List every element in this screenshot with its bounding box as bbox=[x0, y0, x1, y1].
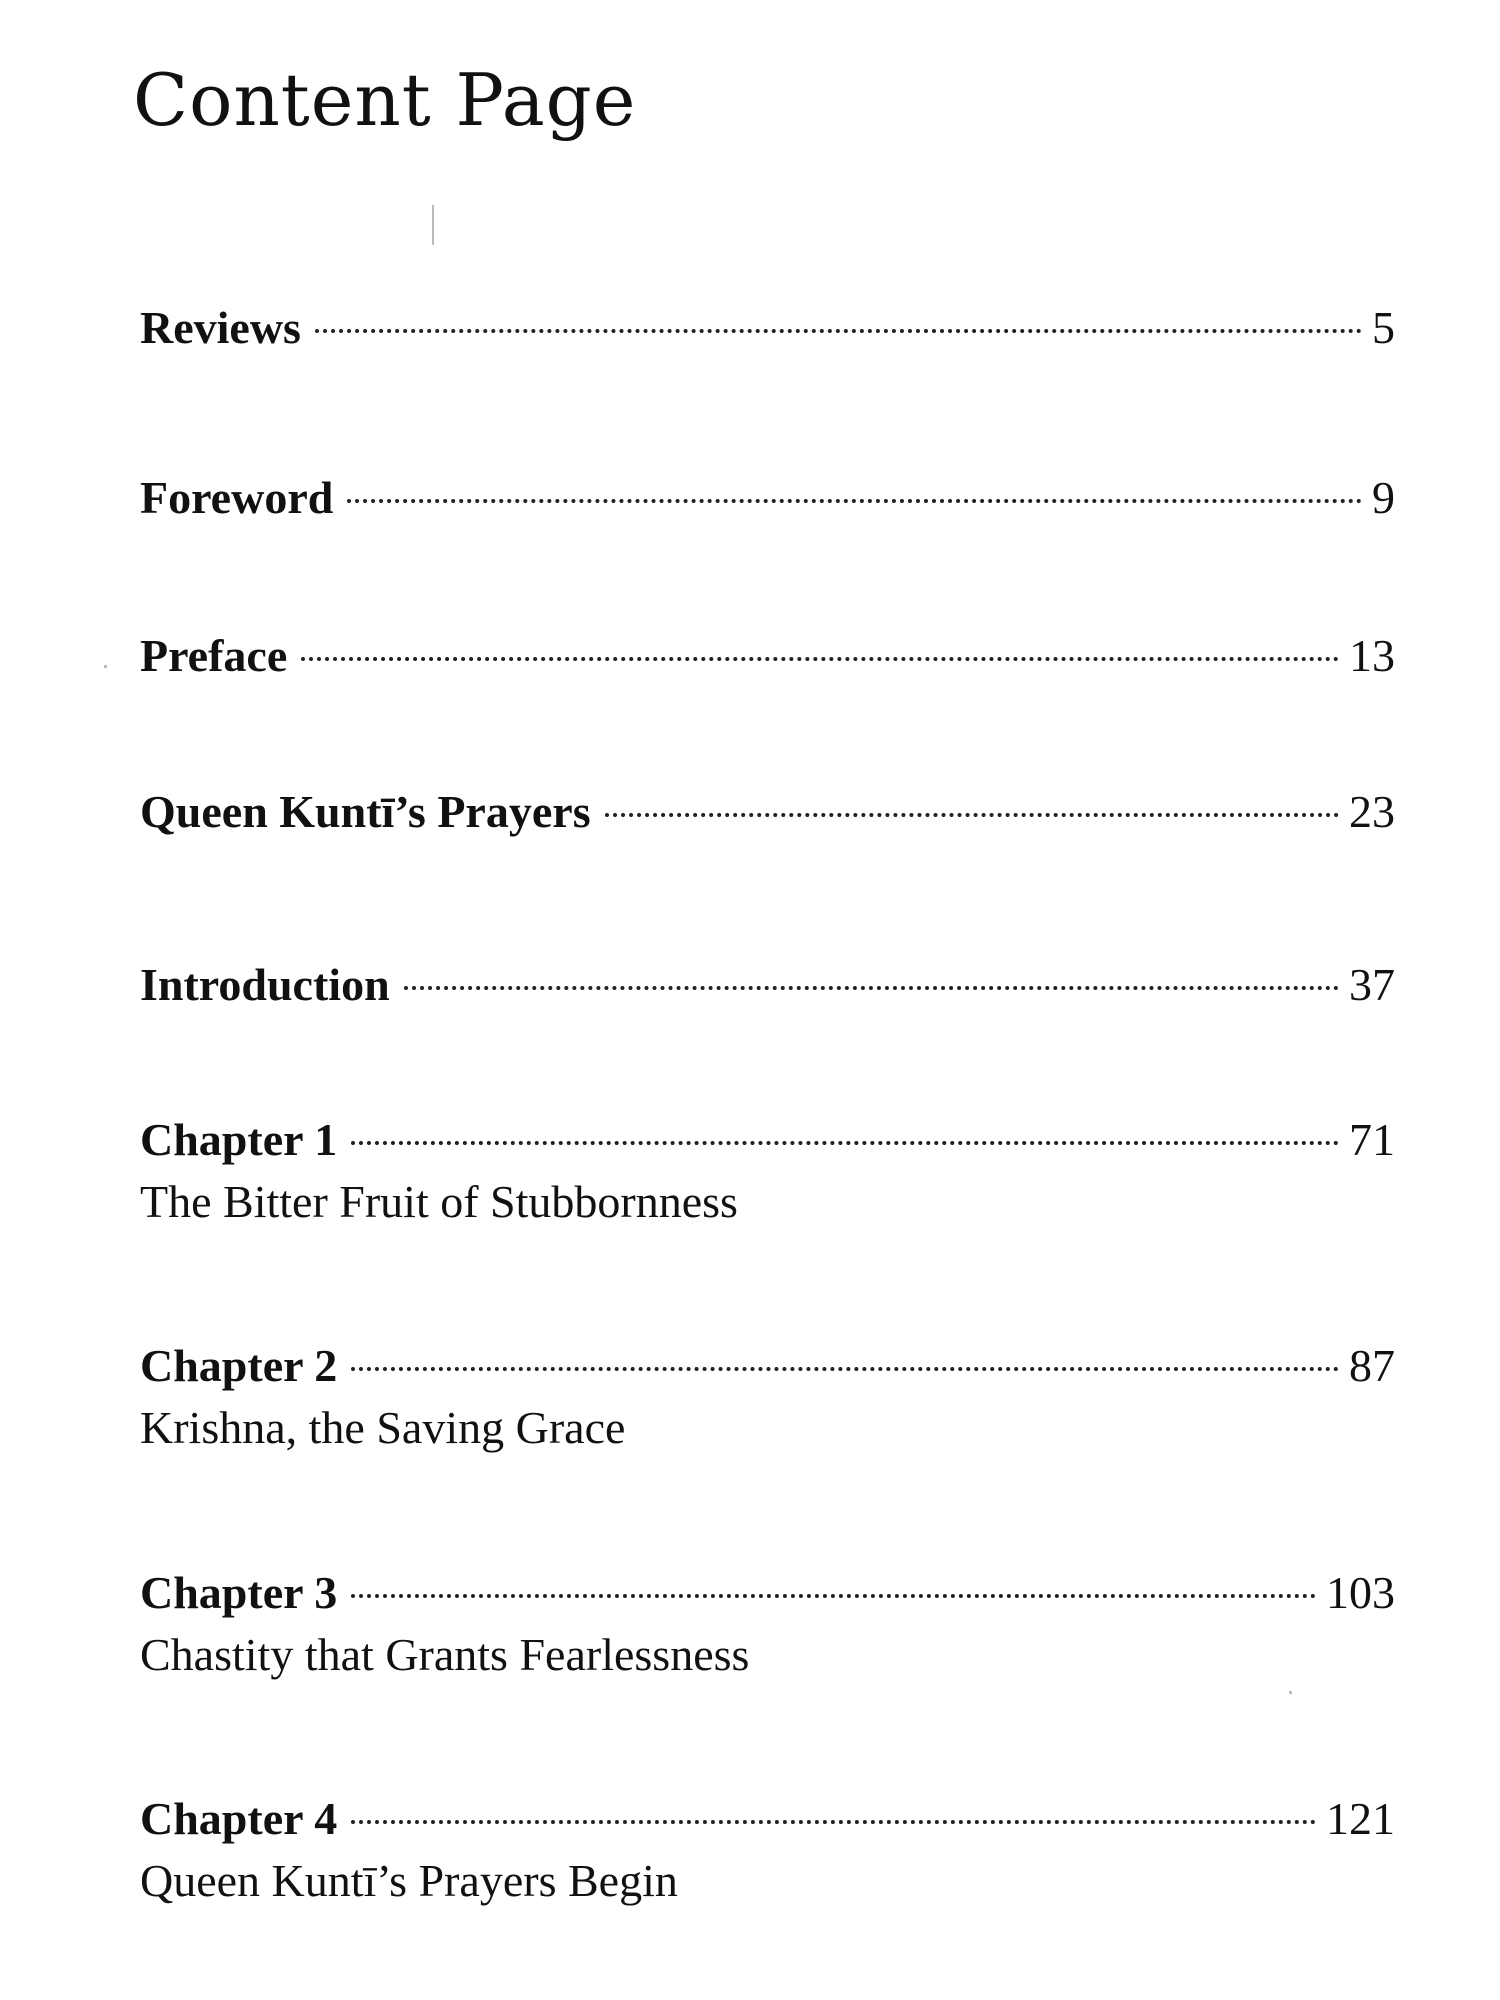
toc-heading: Queen Kuntī’s Prayers bbox=[140, 786, 591, 837]
toc-page-number: 121 bbox=[1326, 1793, 1395, 1844]
toc-line bbox=[140, 1338, 1395, 1394]
dot-leader bbox=[605, 813, 1339, 817]
dot-leader bbox=[404, 986, 1339, 990]
toc-entry-introduction[interactable] bbox=[140, 957, 1395, 1013]
toc-heading: Foreword bbox=[140, 472, 334, 523]
dot-leader bbox=[347, 499, 1362, 503]
toc-page-number: 71 bbox=[1349, 1114, 1395, 1165]
toc-line bbox=[140, 628, 1395, 684]
toc-page-number: 13 bbox=[1349, 630, 1395, 681]
toc-heading: Preface bbox=[140, 630, 288, 681]
toc-heading: Introduction bbox=[140, 959, 390, 1010]
toc-entry-reviews[interactable] bbox=[140, 300, 1395, 356]
toc-page-number: 37 bbox=[1349, 959, 1395, 1010]
toc-heading: Chapter 1 bbox=[140, 1114, 338, 1165]
dot-leader bbox=[301, 657, 1339, 661]
toc-page-number: 103 bbox=[1326, 1567, 1395, 1618]
toc-line bbox=[140, 300, 1395, 356]
toc-entry-chapter-1[interactable] bbox=[140, 1112, 1395, 1230]
toc-subtitle: Chastity that Grants Fearlessness bbox=[140, 1629, 750, 1680]
toc-heading: Chapter 4 bbox=[140, 1793, 338, 1844]
toc-page-number: 5 bbox=[1372, 302, 1395, 353]
toc-entry-queen-kunti-prayers[interactable] bbox=[140, 784, 1395, 840]
toc-line bbox=[140, 1565, 1395, 1621]
toc-entry-foreword[interactable] bbox=[140, 470, 1395, 526]
toc-subtitle: Krishna, the Saving Grace bbox=[140, 1402, 626, 1453]
toc-entry-chapter-2[interactable] bbox=[140, 1338, 1395, 1456]
toc-subtitle: The Bitter Fruit of Stubbornness bbox=[140, 1176, 738, 1227]
toc-line bbox=[140, 784, 1395, 840]
scan-mark bbox=[104, 665, 107, 668]
toc-subtitle: Queen Kuntī’s Prayers Begin bbox=[140, 1855, 678, 1906]
toc-line bbox=[140, 1112, 1395, 1168]
dot-leader bbox=[315, 329, 1362, 333]
scan-mark bbox=[432, 205, 434, 245]
toc-entry-chapter-3[interactable] bbox=[140, 1565, 1395, 1683]
toc-heading: Reviews bbox=[140, 302, 301, 353]
toc-heading: Chapter 2 bbox=[140, 1340, 338, 1391]
toc-page-number: 9 bbox=[1372, 472, 1395, 523]
scan-mark bbox=[1289, 1691, 1292, 1694]
toc-line bbox=[140, 470, 1395, 526]
dot-leader bbox=[351, 1367, 1339, 1371]
dot-leader bbox=[351, 1820, 1316, 1824]
dot-leader bbox=[351, 1141, 1339, 1145]
dot-leader bbox=[351, 1594, 1316, 1598]
toc-entry-preface[interactable] bbox=[140, 628, 1395, 684]
toc-heading: Chapter 3 bbox=[140, 1567, 338, 1618]
toc-line bbox=[140, 1791, 1395, 1847]
page-title: Content Page bbox=[133, 58, 637, 142]
toc-page-number: 87 bbox=[1349, 1340, 1395, 1391]
toc-entry-chapter-4[interactable] bbox=[140, 1791, 1395, 1909]
toc-page-number: 23 bbox=[1349, 786, 1395, 837]
toc-line bbox=[140, 957, 1395, 1013]
